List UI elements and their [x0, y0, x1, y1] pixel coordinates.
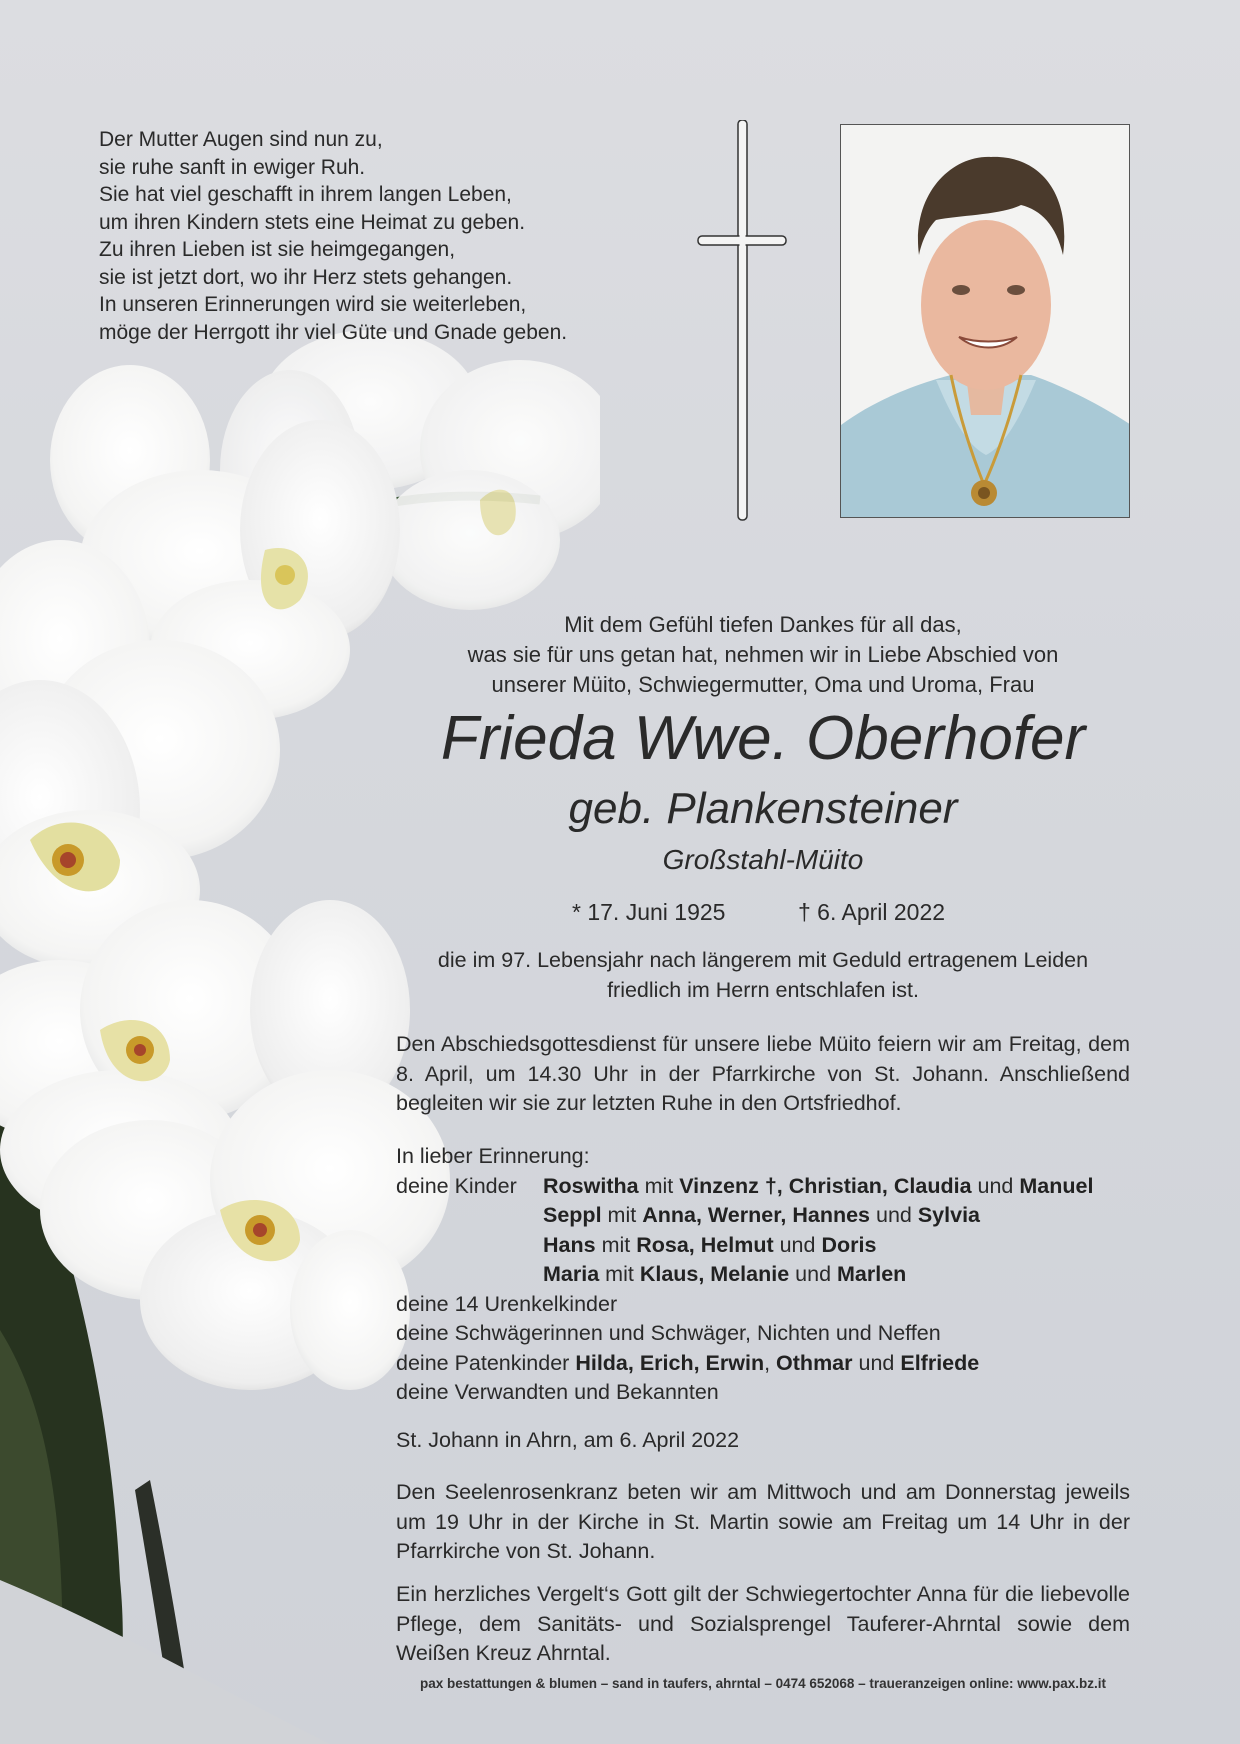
funeral-service-text: Den Abschiedsgottesdienst für unsere liebe Müito feiern wir am Freitag, dem 8. April, um 14.30 Uhr in der Pfarrkirche von St. Johann. Anschließend begleiten wir sie zur letzten Ruhe in den Ortsfriedhof.	[396, 1032, 1130, 1115]
child-name: Seppl	[543, 1203, 602, 1227]
intro-line: unserer Müito, Schwiegermutter, Oma und Uroma, Frau	[491, 672, 1035, 697]
child-name: Maria	[543, 1262, 600, 1286]
place-date: St. Johann in Ahrn, am 6. April 2022	[396, 1428, 740, 1452]
poem	[99, 126, 567, 346]
footer-imprint: pax bestattungen & blumen – sand in taufers, ahrntal – 0474 652068 – traueranzeigen online: www.pax.bz.it	[420, 1676, 1106, 1691]
partner-last: Sylvia	[917, 1203, 981, 1227]
partner-names: Rosa, Helmut	[636, 1232, 774, 1257]
poem-line: möge der Herrgott ihr viel Güte und Gnade geben.	[99, 320, 568, 344]
family-row	[396, 1201, 1156, 1231]
child-name: Roswitha	[543, 1173, 639, 1198]
godchildren-row	[396, 1349, 1156, 1379]
partner-names: Anna, Werner, Hannes	[642, 1203, 870, 1227]
poem-line: Der Mutter Augen sind nun zu,	[99, 128, 383, 151]
death-line: friedlich im Herrn entschlafen ist.	[607, 977, 919, 1002]
mourners-list	[396, 1142, 1156, 1408]
poem-line: sie ruhe sanft in ewiger Ruh.	[99, 155, 366, 179]
und-word: und	[977, 1173, 1014, 1198]
partner-last: Marlen	[837, 1262, 907, 1286]
death-date: † 6. April 2022	[798, 899, 946, 925]
comma: ,	[764, 1350, 771, 1375]
poem-line: Zu ihren Lieben ist sie heimgegangen,	[99, 238, 456, 261]
poem-line: In unseren Erinnerungen wird sie weiterleben,	[99, 293, 527, 316]
und-word: und	[795, 1262, 832, 1286]
death-line: die im 97. Lebensjahr nach längerem mit Geduld ertragenem Leiden	[437, 948, 1089, 972]
partner-last: Doris	[821, 1232, 877, 1257]
intro-line: was sie für uns getan hat, nehmen wir in Liebe Abschied von	[467, 642, 1059, 667]
thanks-text: Ein herzliches Vergelt‘s Gott gilt der Schwiegertochter Anna für die liebevolle Pflege, dem Sanitäts- und Sozialsprengel Tauferer-Ahrntal sowie dem Weißen Kreuz Ahrntal.	[396, 1582, 1130, 1665]
death-text	[396, 946, 1130, 1005]
family-row	[396, 1231, 1156, 1261]
mit-word: mit	[644, 1173, 674, 1198]
cross-icon	[690, 120, 810, 525]
poem-line: sie ist jetzt dort, wo ihr Herz stets gehangen.	[99, 265, 513, 289]
godchildren-names: Hilda, Erich, Erwin	[575, 1350, 765, 1375]
godchildren-label: deine Patenkinder	[396, 1350, 570, 1375]
deceased-name: Frieda Wwe. Oberhofer	[440, 704, 1086, 773]
great-grandchildren: deine 14 Urenkelkinder	[396, 1291, 618, 1316]
partner-names: Klaus, Melanie	[639, 1262, 790, 1286]
family-row	[396, 1260, 1156, 1290]
poem-line: Sie hat viel geschafft in ihrem langen Leben,	[99, 183, 512, 206]
birth-name: geb. Plankensteiner	[568, 784, 958, 833]
godchild-name: Elfriede	[900, 1350, 980, 1375]
und-word: und	[858, 1350, 895, 1375]
mit-word: mit	[605, 1262, 634, 1286]
mit-word: mit	[601, 1232, 631, 1257]
rosary-text: Den Seelenrosenkranz beten wir am Mittwoch und am Donnerstag jeweils um 19 Uhr in der Kirche in St. Martin sowie am Freitag um 14 Uhr in der Pfarrkirche von St. Johann.	[396, 1480, 1130, 1563]
intro-text	[396, 610, 1130, 700]
mit-word: mit	[607, 1203, 637, 1227]
und-word: und	[779, 1232, 816, 1257]
godchild-name: Othmar	[776, 1350, 853, 1375]
und-word: und	[875, 1203, 912, 1227]
children-label: deine Kinder	[396, 1173, 517, 1198]
poem-line: um ihren Kindern stets eine Heimat zu geben.	[99, 210, 526, 234]
house-name: Großstahl-Müito	[662, 844, 864, 875]
relatives: deine Verwandten und Bekannten	[396, 1380, 719, 1404]
portrait-photo	[840, 124, 1130, 518]
in-laws: deine Schwägerinnen und Schwäger, Nichten und Neffen	[396, 1321, 941, 1345]
memory-heading: In lieber Erinnerung:	[396, 1144, 590, 1168]
partner-names: Vinzenz †, Christian, Claudia	[679, 1173, 972, 1198]
partner-last: Manuel	[1019, 1173, 1094, 1198]
intro-line: Mit dem Gefühl tiefen Dankes für all das,	[564, 612, 962, 637]
family-row	[396, 1172, 1156, 1202]
birth-date: * 17. Juni 1925	[572, 899, 726, 925]
child-name: Hans	[543, 1232, 596, 1257]
